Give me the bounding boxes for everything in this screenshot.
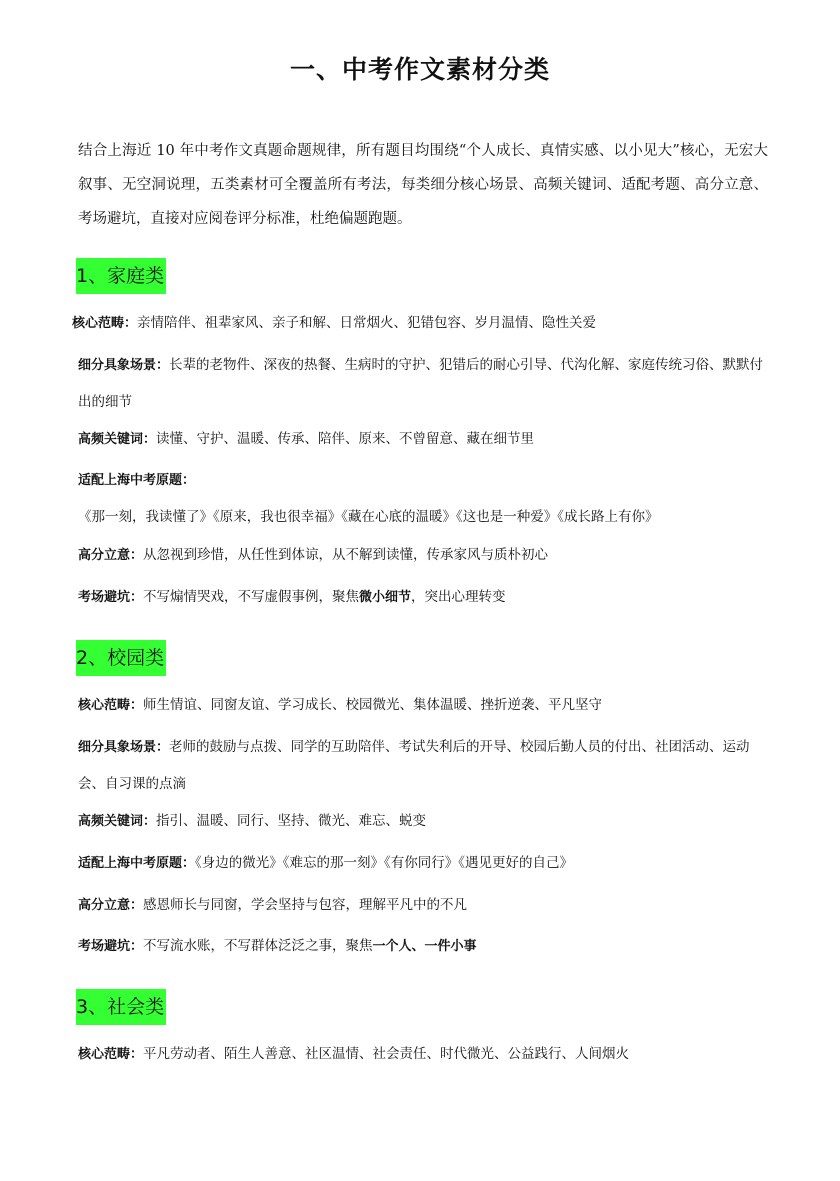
item-text: 老师的鼓励与点拨、同学的互助陪伴、考试失利后的开导、校园后勤人员的付出、社团活动、运动会、自习课的点滴	[78, 739, 750, 792]
society-core-scope	[78, 1036, 768, 1073]
item-text: 长辈的老物件、深夜的热餐、生病时的守护、犯错后的耐心引导、代沟化解、家庭传统习俗、默默付出的细节	[78, 357, 764, 410]
item-label: 考场避坑：	[78, 590, 144, 605]
item-text: 亲情陪伴、祖辈家风、亲子和解、日常烟火、犯错包容、岁月温情、隐性关爱	[137, 315, 597, 331]
item-label: 细分具象场景：	[78, 358, 170, 373]
item-label: 适配上海中考原题：	[78, 473, 196, 488]
campus-scenes	[78, 729, 768, 802]
campus-core-scope	[78, 687, 768, 724]
item-label: 高频关键词：	[78, 432, 157, 447]
item-text: 不写流水账，不写群体泛泛之事，聚焦	[143, 938, 373, 954]
item-text: 从忽视到珍惜，从任性到体谅，从不解到读懂，传承家风与质朴初心	[143, 547, 549, 563]
section-heading-family: 1、家庭类	[76, 258, 166, 294]
item-label: 考场避坑：	[78, 939, 144, 954]
family-pitfalls	[78, 579, 768, 616]
item-emphasis: 微小细节	[359, 590, 412, 605]
family-core-scope	[72, 305, 762, 342]
item-label: 适配上海中考原题：	[78, 856, 196, 871]
item-label: 核心范畴：	[78, 1047, 144, 1062]
section-heading-campus: 2、校园类	[76, 640, 166, 676]
item-text: 指引、温暖、同行、坚持、微光、难忘、蜕变	[156, 813, 427, 829]
campus-keywords	[78, 803, 768, 840]
intro-paragraph: 结合上海近 10 年中考作文真题命题规律，所有题目均围绕“个人成长、真情实感、以小见大”核心，无宏大叙事、无空洞说理，五类素材可全覆盖所有考法，每类细分核心场景、高频关键词、适配考题、高分立意、考场避坑，直接对应阅卷评分标准，杜绝偏题跑题。	[78, 143, 768, 227]
item-text: 不写煽情哭戏，不写虚假事例，聚焦	[143, 589, 360, 605]
campus-high-score-theme	[78, 887, 768, 924]
item-text: 《那一刻，我读懂了》《原来，我也很幸福》《藏在心底的温暖》《这也是一种爱》《成长路上有你》	[78, 509, 659, 525]
family-keywords	[78, 421, 768, 458]
item-emphasis: 一个人、一件小事	[372, 939, 477, 954]
item-text: 师生情谊、同窗友谊、学习成长、校园微光、集体温暖、挫折逆袭、平凡坚守	[143, 697, 603, 713]
item-label: 高分立意：	[78, 548, 144, 563]
section-heading-society: 3、社会类	[76, 989, 166, 1025]
item-label: 细分具象场景：	[78, 740, 170, 755]
page-title: 一、中考作文素材分类	[289, 55, 550, 84]
item-label: 核心范畴：	[72, 316, 138, 331]
item-label: 高频关键词：	[78, 814, 157, 829]
family-high-score-theme	[78, 537, 768, 574]
item-label: 高分立意：	[78, 898, 144, 913]
item-text: 平凡劳动者、陌生人善意、社区温情、社会责任、时代微光、公益践行、人间烟火	[143, 1046, 630, 1062]
campus-pitfalls	[78, 928, 768, 965]
family-scenes	[78, 347, 768, 420]
item-text-after: ，突出心理转变	[411, 589, 506, 605]
item-text: 感恩师长与同窗，学会坚持与包容，理解平凡中的不凡	[143, 897, 468, 913]
item-text: 《身边的微光》《难忘的那一刻》《有你同行》《遇见更好的自己》	[195, 855, 574, 871]
campus-exam-topics	[78, 845, 768, 882]
item-label: 核心范畴：	[78, 698, 144, 713]
item-text: 读懂、守护、温暖、传承、陪伴、原来、不曾留意、藏在细节里	[156, 431, 535, 447]
family-exam-topics	[78, 462, 768, 535]
